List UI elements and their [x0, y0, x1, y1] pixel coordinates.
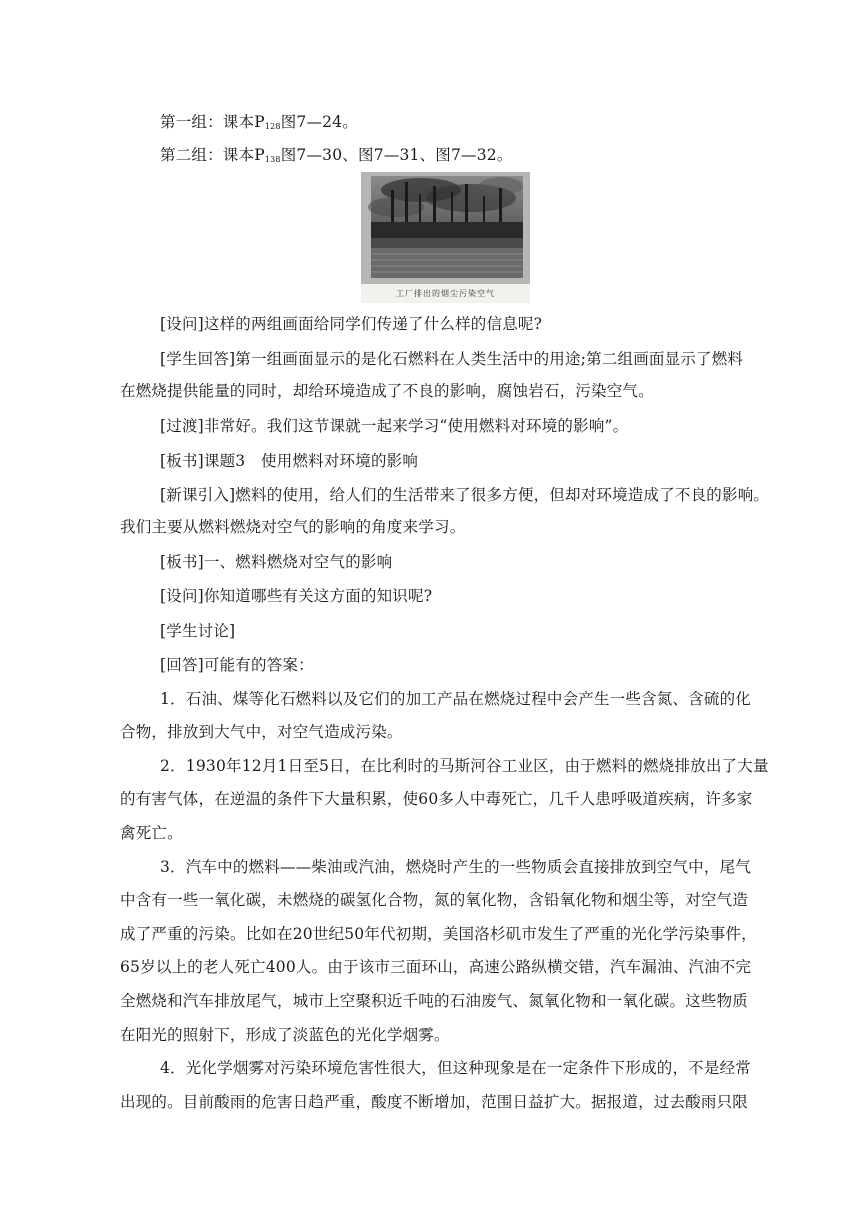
text-line: [学生讨论]	[160, 622, 236, 640]
text-line: [设问]你知道哪些有关这方面的知识呢?	[160, 587, 433, 605]
text-line: 在燃烧提供能量的同时，却给环境造成了不良的影响，腐蚀岩石，污染空气。	[120, 382, 654, 400]
text-line: 中含有一些一氧化碳，未燃烧的碳氢化合物，氮的氧化物，含铅氧化物和烟尘等，对空气造	[120, 891, 749, 909]
text-line: 的有害气体，在逆温的条件下大量积累，使60多人中毒死亡，几千人患呼吸道疾病，许多家	[120, 790, 753, 808]
factory-smoke-photo	[361, 172, 530, 303]
text-line: 禽死亡。	[120, 824, 183, 842]
text-line: 1．石油、煤等化石燃料以及它们的加工产品在燃烧过程中会产生一些含氮、含硫的化	[160, 690, 751, 708]
text-line: [过渡]非常好。我们这节课就一起来学习“使用燃料对环境的影响”。	[160, 417, 629, 435]
text-line: [回答]可能有的答案：	[160, 656, 314, 674]
text-line: [板书]一、燃料燃烧对空气的影响	[160, 553, 393, 571]
text-line: 全燃烧和汽车排放尾气，城市上空聚积近千吨的石油废气、氮氧化物和一氧化碳。这些物质	[120, 992, 749, 1010]
text-line: 我们主要从燃料燃烧对空气的影响的角度来学习。	[120, 518, 466, 536]
text-line: 第二组：课本$P_{138}$图7—30、图7—31、图7—32。	[160, 146, 513, 164]
factory-smoke-image	[361, 172, 530, 284]
text-line: 2．1930年12月1日至5日，在比利时的马斯河谷工业区，由于燃料的燃烧排放出了大量	[160, 757, 769, 775]
text-line: [学生回答]第一组画面显示的是化石燃料在人类生活中的用途;第二组画面显示了燃料	[160, 350, 744, 368]
text-line: 在阳光的照射下，形成了淡蓝色的光化学烟雾。	[120, 1026, 450, 1044]
text-line: 合物，排放到大气中，对空气造成污染。	[120, 723, 403, 741]
text-line: [板书]课题3 使用燃料对环境的影响	[160, 452, 419, 470]
text-line: 出现的。目前酸雨的危害日趋严重，酸度不断增加，范围日益扩大。据报道，过去酸雨只限	[120, 1093, 749, 1111]
text-line: 65岁以上的老人死亡400人。由于该市三面环山，高速公路纵横交错，汽车漏油、汽油不完	[120, 958, 752, 976]
text-line: [设问]这样的两组画面给同学们传递了什么样的信息呢?	[160, 315, 543, 333]
text-line: 3．汽车中的燃料——柴油或汽油，燃烧时产生的一些物质会直接排放到空气中，尾气	[160, 858, 751, 876]
text-line: [新课引入]燃料的使用，给人们的生活带来了很多方便，但却对环境造成了不良的影响。	[160, 486, 770, 504]
text-line: 第一组：课本$P_{128}$图7—24。	[160, 113, 359, 131]
text-line: 成了严重的污染。比如在20世纪50年代初期，美国洛杉矶市发生了严重的光化学污染事件，	[120, 925, 757, 943]
figure-caption: 工厂排出的烟尘污染空气	[396, 289, 495, 298]
text-line: 4．光化学烟雾对污染环境危害性很大，但这种现象是在一定条件下形成的，不是经常	[160, 1059, 751, 1077]
